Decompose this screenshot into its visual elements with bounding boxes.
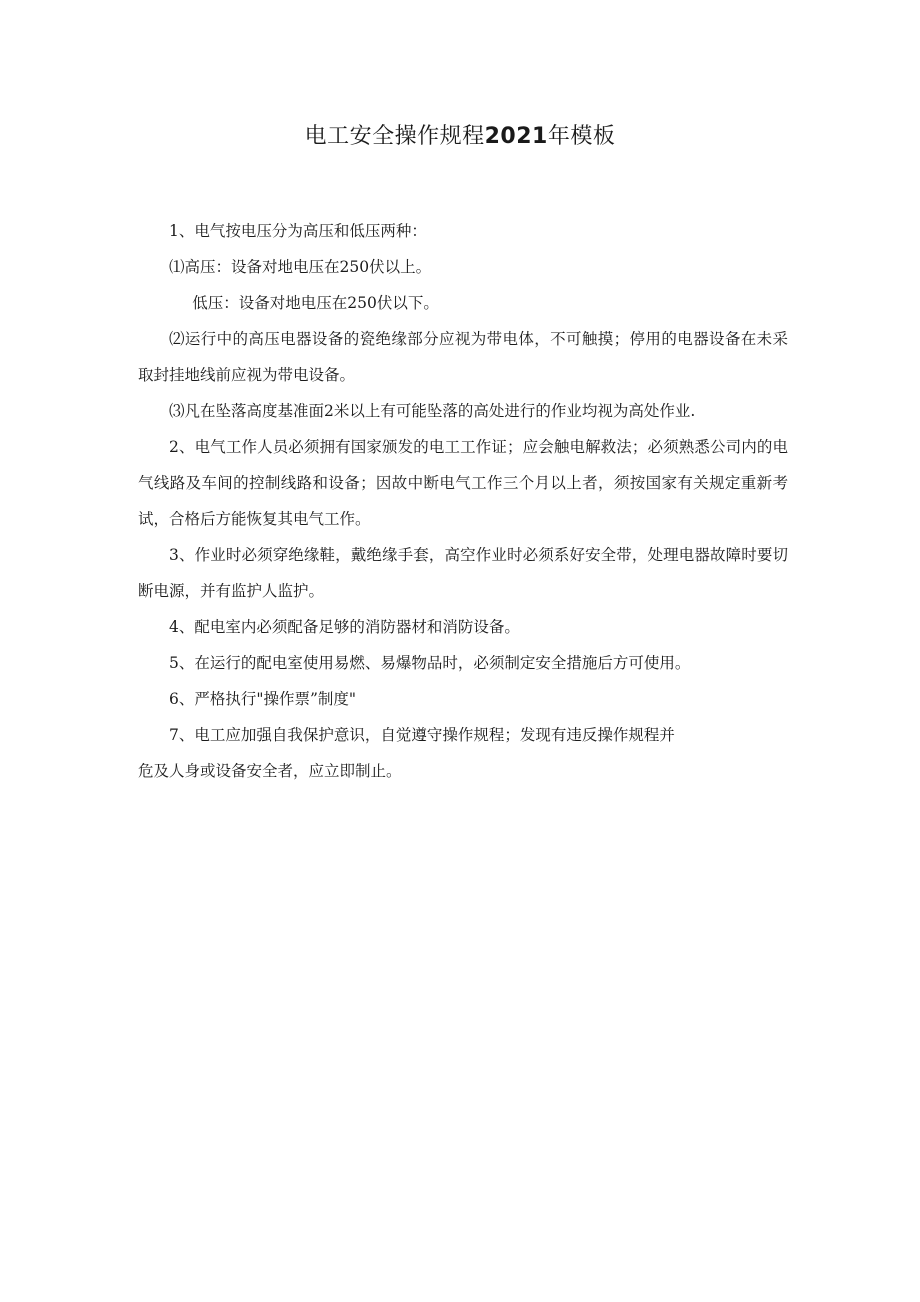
paragraph-1-3: ⑶凡在坠落高度基准面2米以上有可能坠落的高处进行的作业均视为高处作业. (169, 402, 696, 420)
paragraph-1-1-low: 低压：设备对地电压在250伏以下。 (192, 294, 439, 312)
paragraph-4: 4、配电室内必须配备足够的消防器材和消防设备。 (169, 618, 520, 636)
paragraph-3: 3、作业时必须穿绝缘鞋，戴绝缘手套，高空作业时必须系好安全带，处理电器故障时要切断电源，并有监护人监护。 (138, 546, 788, 600)
paragraph-6: 6、严格执行"操作票”制度" (169, 690, 357, 708)
title-suffix: 年模板 (547, 124, 616, 149)
paragraph-7: 7、电工应加强自我保护意识，自觉遵守操作规程；发现有违反操作规程并 (169, 726, 675, 744)
paragraph-5: 5、在运行的配电室使用易燃、易爆物品时，必须制定安全措施后方可使用。 (169, 654, 691, 672)
title-year: 2021 (484, 124, 548, 149)
paragraph-7-continued: 危及人身或设备安全者，应立即制止。 (138, 762, 402, 780)
title-prefix: 电工安全操作规程 (304, 124, 485, 149)
document-body (138, 213, 788, 789)
paragraph-1: 1、电气按电压分为高压和低压两种： (169, 222, 427, 240)
paragraph-1-1: ⑴高压：设备对地电压在250伏以上。 (169, 258, 432, 276)
page-title (0, 122, 920, 152)
paragraph-2: 2、电气工作人员必须拥有国家颁发的电工工作证；应会触电解救法；必须熟悉公司内的电气线路及车间的控制线路和设备；因故中断电气工作三个月以上者，须按国家有关规定重新考试，合格后方能恢复其电气工作。 (138, 438, 788, 528)
paragraph-1-2: ⑵运行中的高压电器设备的瓷绝缘部分应视为带电体，不可触摸；停用的电器设备在未采取封挂地线前应视为带电设备。 (138, 330, 788, 384)
